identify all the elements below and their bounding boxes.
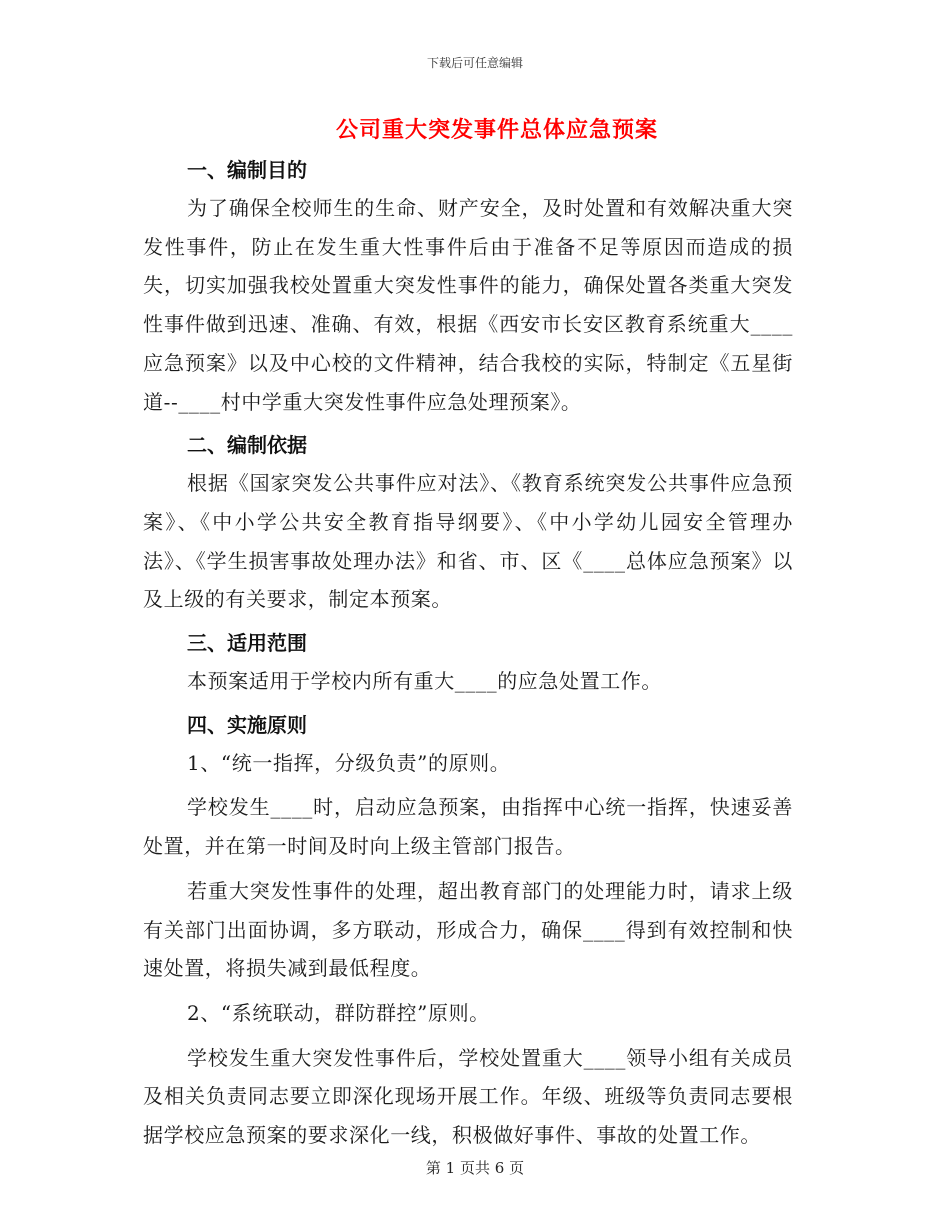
principle-item-2: 2、“系统联动，群防群控”原则。 — [187, 1000, 490, 1025]
header-note: 下载后可任意编辑 — [426, 56, 523, 70]
principle-item-1: 1、“统一指挥，分级负责”的原则。 — [187, 750, 511, 775]
section-heading-scope: 三、适用范围 — [187, 631, 307, 656]
paragraph-basis: 根据《国家突发公共事件应对法》、《教育系统突发公共事件应急预案》、《中小学公共安全教育指导纲要》、《中小学幼儿园安全管理办法》、《学生损害事故处理办法》和省、市、区《____总体应急预案》以及上级的有关要求，制定本预案。 — [143, 471, 793, 612]
paragraph-scope: 本预案适用于学校内所有重大____的应急处置工作。 — [187, 669, 662, 694]
paragraph-principle-1b: 若重大突发性事件的处理，超出教育部门的处理能力时，请求上级有关部门出面协调，多方联动，形成合力，确保____得到有效控制和快速处置，将损失减到最低程度。 — [143, 878, 793, 981]
document-title: 公司重大突发事件总体应急预案 — [335, 117, 658, 143]
paragraph-purpose: 为了确保全校师生的生命、财产安全，及时处置和有效解决重大突发性事件，防止在发生重大性事件后由于准备不足等原因而造成的损失，切实加强我校处置重大突发性事件的能力，确保处置各类重大突发性事件做到迅速、准确、有效，根据《西安市长安区教育系统重大____应急预案》以及中心校的文件精神，结合我校的实际，特制定《五星街道--____村中学重大突发性事件应急处理预案》。 — [143, 196, 793, 414]
document-body — [143, 151, 793, 1155]
section-heading-purpose: 一、编制目的 — [187, 158, 307, 182]
page-footer: 第 1 页共 6 页 — [425, 1159, 525, 1177]
paragraph-principle-2: 学校发生重大突发性事件后，学校处置重大____领导小组有关成员及相关负责同志要立即深化现场开展工作。年级、班级等负责同志要根据学校应急预案的要求深化一线，积极做好事件、事故的处置工作。 — [143, 1045, 793, 1148]
section-heading-basis: 二、编制依据 — [187, 433, 307, 458]
paragraph-principle-1a: 学校发生____时，启动应急预案，由指挥中心统一指挥，快速妥善处置，并在第一时间及时向上级主管部门报告。 — [143, 795, 793, 859]
section-heading-principles: 四、实施原则 — [187, 712, 307, 737]
